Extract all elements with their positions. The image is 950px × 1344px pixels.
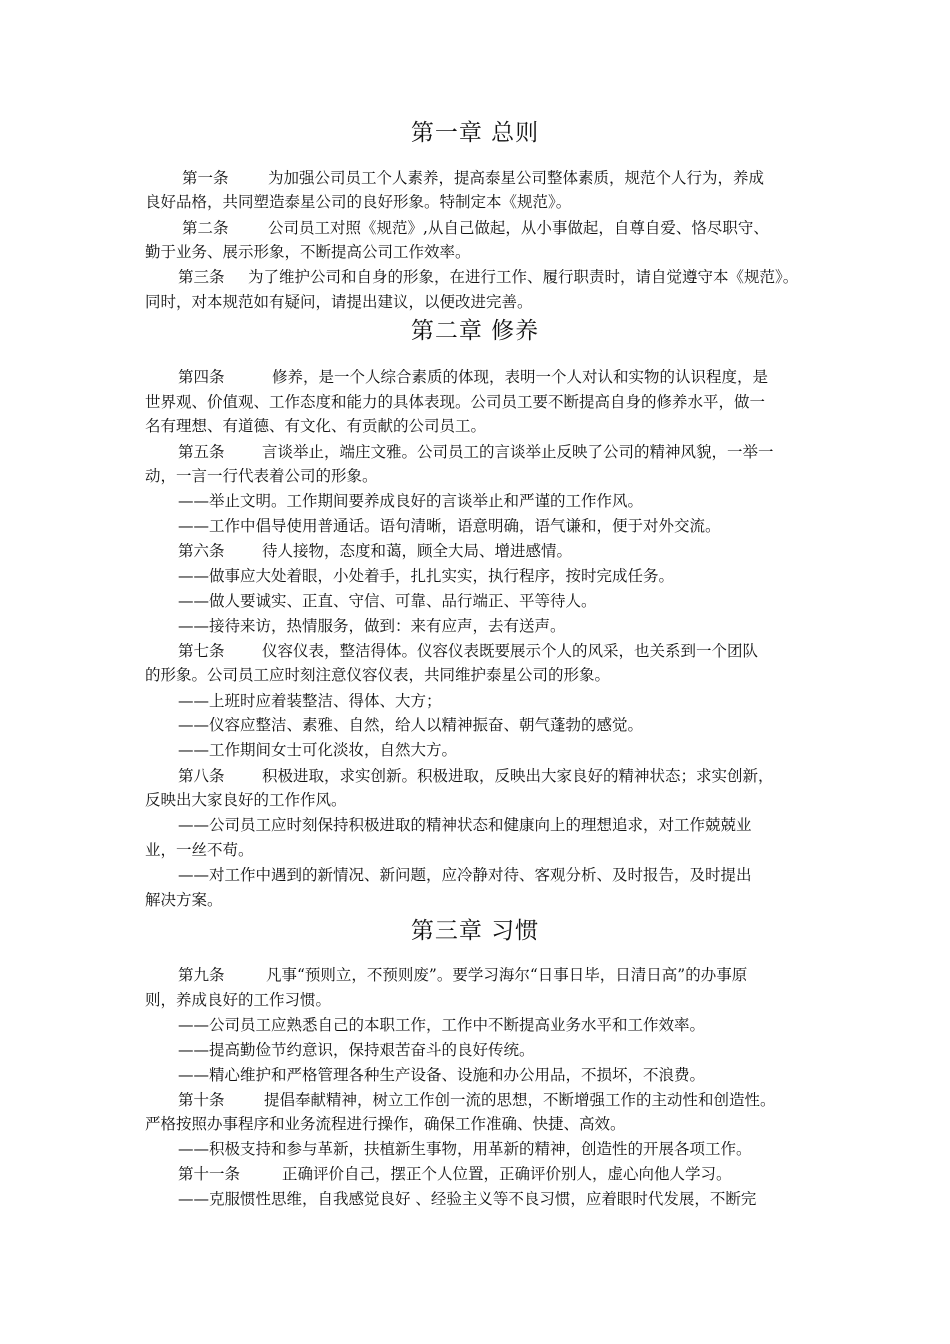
article-6-label: 第六条	[178, 542, 225, 560]
item-progress-line-1: ——公司员工应时刻保持积极进取的精神状态和健康向上的理想追求，对工作兢兢业	[178, 816, 752, 834]
article-3-line-2: 同时，对本规范如有疑问，请提出建议，以便改进完善。	[145, 293, 533, 311]
article-4-line-1: 修养，是一个人综合素质的体现，表明一个人对认和实物的认识程度，是	[272, 368, 769, 386]
article-10-line-1: 提倡奉献精神，树立工作创一流的思想，不断增强工作的主动性和创造性。	[264, 1091, 776, 1109]
item-attire: ——上班时应着装整洁、得体、大方；	[178, 692, 442, 710]
article-4-line-2: 世界观、价值观、工作态度和能力的具体表现。公司员工要不断提高自身的修养水平，做一	[145, 393, 766, 411]
article-5-line-1: 言谈举止，端庄文雅。公司员工的言谈举止反映了公司的精神风貌，一举一	[262, 443, 774, 461]
article-10-line-2: 严格按照办事程序和业务流程进行操作，确保工作准确、快捷、高效。	[145, 1115, 626, 1133]
item-know-job: ——公司员工应熟悉自己的本职工作，工作中不断提高业务水平和工作效率。	[178, 1016, 706, 1034]
article-5-label: 第五条	[178, 443, 225, 461]
article-3-label: 第三条	[178, 268, 225, 286]
article-1-line-2: 良好品格，共同塑造泰星公司的良好形象。特制定本《规范》。	[145, 193, 572, 211]
article-2-line-2: 勤于业务、展示形象，不断提高公司工作效率。	[145, 243, 471, 261]
chapter-2-title: 第二章 修养	[410, 318, 540, 344]
article-9-line-2: 则，养成良好的工作习惯。	[145, 991, 332, 1009]
item-mandarin: ——工作中倡导使用普通话。语句清晰，语意明确，语气谦和，便于对外交流。	[178, 517, 721, 535]
article-8-line-2: 反映出大家良好的工作作风。	[145, 791, 347, 809]
article-11-line-1: 正确评价自己，摆正个人位置，正确评价别人，虚心向他人学习。	[282, 1165, 732, 1183]
article-9-label: 第九条	[178, 966, 225, 984]
item-conduct-civil: ——举止文明。工作期间要养成良好的言谈举止和严谨的工作作风。	[178, 492, 644, 510]
article-1-line-1: 为加强公司员工个人素养，提高泰星公司整体素质，规范个人行为，养成	[268, 169, 765, 187]
item-new-issues-line-1: ——对工作中遇到的新情况、新问题，应冷静对待、客观分析、及时报告，及时提出	[178, 866, 752, 884]
item-progress-line-2: 业，一丝不苟。	[145, 841, 254, 859]
item-inertia: ——克服惯性思维，自我感觉良好 、经验主义等不良习惯，应着眼时代发展，不断完	[178, 1190, 757, 1208]
article-1-label: 第一条	[182, 169, 229, 187]
article-9-line-1: 凡事“预则立，不预则废”。要学习海尔“日事日毕，日清日高”的办事原	[266, 966, 748, 984]
item-makeup: ——工作期间女士可化淡妆，自然大方。	[178, 741, 458, 759]
item-reception: ——接待来访，热情服务，做到：来有应声，去有送声。	[178, 617, 566, 635]
article-8-line-1: 积极进取，求实创新。积极进取，反映出大家良好的精神状态；求实创新，	[262, 767, 774, 785]
article-2-label: 第二条	[182, 219, 229, 237]
item-appearance: ——仪容应整洁、素雅、自然，给人以精神振奋、朝气蓬勃的感觉。	[178, 716, 644, 734]
article-6-line-1: 待人接物，态度和蔼，顾全大局、增进感情。	[262, 542, 573, 560]
article-5-line-2: 动，一言一行代表着公司的形象。	[145, 467, 378, 485]
chapter-1-title: 第一章 总则	[410, 120, 540, 146]
item-new-issues-line-2: 解决方案。	[145, 891, 223, 909]
item-work-detail: ——做事应大处着眼，小处着手，扎扎实实，执行程序，按时完成任务。	[178, 567, 675, 585]
article-8-label: 第八条	[178, 767, 225, 785]
article-7-line-2: 的形象。公司员工应时刻注意仪容仪表，共同维护泰星公司的形象。	[145, 666, 611, 684]
item-equipment: ——精心维护和严格管理各种生产设备、设施和办公用品，不损坏，不浪费。	[178, 1066, 706, 1084]
item-innovation: ——积极支持和参与革新，扶植新生事物，用革新的精神，创造性的开展各项工作。	[178, 1140, 752, 1158]
item-thrift: ——提高勤俭节约意识，保持艰苦奋斗的良好传统。	[178, 1041, 535, 1059]
article-2-line-1: 公司员工对照《规范》,从自己做起，从小事做起，自尊自爱、恪尽职守、	[268, 219, 769, 237]
article-7-line-1: 仪容仪表，整洁得体。仪容仪表既要展示个人的风采，也关系到一个团队	[262, 642, 759, 660]
article-10-label: 第十条	[178, 1091, 225, 1109]
article-4-line-3: 名有理想、有道德、有文化、有贡献的公司员工。	[145, 417, 487, 435]
article-3-line-1: 为了维护公司和自身的形象，在进行工作、履行职责时，请自觉遵守本《规范》。	[248, 268, 799, 286]
item-honesty: ——做人要诚实、正直、守信、可靠、品行端正、平等待人。	[178, 592, 597, 610]
chapter-3-title: 第三章 习惯	[410, 918, 540, 944]
article-4-label: 第四条	[178, 368, 225, 386]
article-7-label: 第七条	[178, 642, 225, 660]
article-11-label: 第十一条	[178, 1165, 241, 1183]
